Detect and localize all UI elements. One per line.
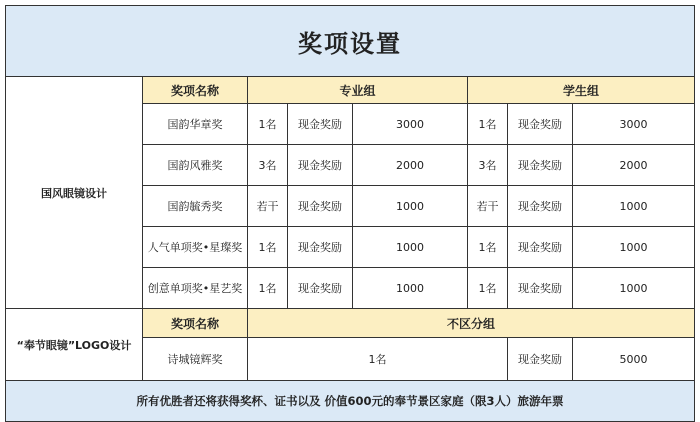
title-row [6,6,695,77]
header-student-group: 学生组 [468,77,695,104]
reward-amount: 5000 [573,338,695,381]
award-count: 1名 [248,338,508,381]
student-reward-type: 现金奖励 [508,186,573,227]
award-name: 国韵风雅奖 [143,145,248,186]
student-count: 1名 [468,227,508,268]
section2-header-row [6,309,695,338]
award-name: 诗城镜辉奖 [143,338,248,381]
award-name: 国韵华章奖 [143,104,248,145]
footer-row [6,381,695,422]
pro-reward-type: 现金奖励 [288,104,353,145]
award-name: 国韵毓秀奖 [143,186,248,227]
student-reward-type: 现金奖励 [508,104,573,145]
pro-count: 1名 [248,104,288,145]
pro-amount: 3000 [353,104,468,145]
student-count: 若干 [468,186,508,227]
category-label-logo: “奉节眼镜”LOGO设计 [6,309,143,381]
pro-count: 1名 [248,227,288,268]
pro-amount: 1000 [353,186,468,227]
header-award-name: 奖项名称 [143,309,248,338]
footer-note: 所有优胜者还将获得奖杯、证书以及 价值600元的奉节景区家庭（限3人）旅游年票 [6,381,695,422]
student-amount: 1000 [573,186,695,227]
pro-reward-type: 现金奖励 [288,227,353,268]
pro-reward-type: 现金奖励 [288,145,353,186]
pro-reward-type: 现金奖励 [288,268,353,309]
pro-amount: 2000 [353,145,468,186]
student-amount: 1000 [573,227,695,268]
category-label-glasses: 国风眼镜设计 [6,77,143,309]
pro-amount: 1000 [353,227,468,268]
student-amount: 1000 [573,268,695,309]
section1-header-row [6,77,695,104]
student-reward-type: 现金奖励 [508,145,573,186]
pro-amount: 1000 [353,268,468,309]
page-title: 奖项设置 [6,6,695,77]
student-count: 3名 [468,145,508,186]
pro-count: 1名 [248,268,288,309]
reward-type: 现金奖励 [508,338,573,381]
header-professional-group: 专业组 [248,77,468,104]
award-name: 人气单项奖•星璨奖 [143,227,248,268]
awards-table [5,5,695,422]
pro-count: 3名 [248,145,288,186]
student-amount: 2000 [573,145,695,186]
student-reward-type: 现金奖励 [508,268,573,309]
header-no-group: 不区分组 [248,309,695,338]
student-count: 1名 [468,104,508,145]
student-amount: 3000 [573,104,695,145]
pro-count: 若干 [248,186,288,227]
student-count: 1名 [468,268,508,309]
award-name: 创意单项奖•星艺奖 [143,268,248,309]
header-award-name: 奖项名称 [143,77,248,104]
pro-reward-type: 现金奖励 [288,186,353,227]
student-reward-type: 现金奖励 [508,227,573,268]
